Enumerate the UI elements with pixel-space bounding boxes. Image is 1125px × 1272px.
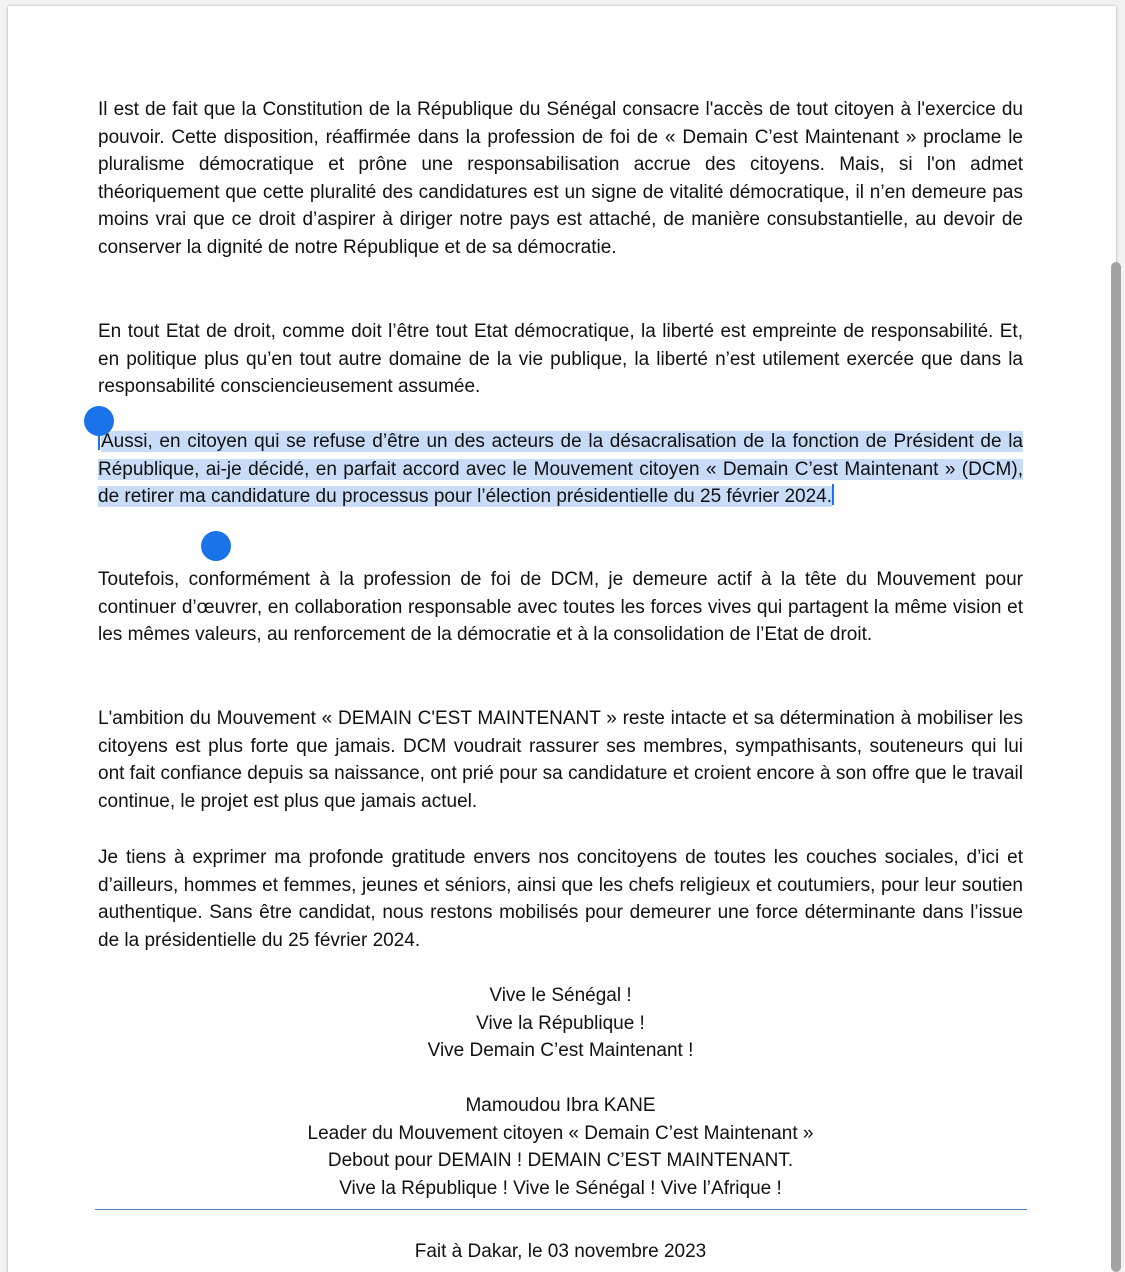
document-page: [8, 6, 1116, 1272]
paragraph-ambition: [98, 705, 1023, 815]
paragraph-text: Il est de fait que la Constitution de la République du Sénégal consacre l'accès de tout citoyen à l'exercice du pouvoir. Cette disposition, réaffirmée dans la profession de foi de « Demain C’est Maintenant » proclame le pluralisme démocratique et prône une responsabilisation accrue des citoyens. Mais, si l'on admet théoriquement que cette pluralité des candidatures est un signe de vitalité démocratique, il n’en demeure pas moins vrai que ce droit d’aspirer à diriger notre pays est attaché, de manière consubstantielle, au devoir de conserver la dignité de notre République et de sa démocratie.: [98, 99, 1023, 258]
paragraph-gratitude: [98, 844, 1023, 954]
closing-block: [98, 982, 1023, 1065]
paragraph-text: En tout Etat de droit, comme doit l’être tout Etat démocratique, la liberté est empreinte de responsabilité. Et, en politique plus qu’en tout autre domaine de la vie publique, la liberté n’est utilement exercée que dans la responsabilité consciencieusement assumée.: [98, 321, 1023, 397]
vertical-scrollbar[interactable]: [1111, 262, 1121, 1272]
selection-start-handle[interactable]: [84, 406, 114, 436]
signature-title: Leader du Mouvement citoyen « Demain C’est Maintenant »: [307, 1122, 814, 1144]
signature-block: [98, 1092, 1023, 1202]
place-date: Fait à Dakar, le 03 novembre 2023: [414, 1241, 707, 1262]
selection-end-caret: [832, 484, 834, 505]
footer-divider: [95, 1209, 1027, 1210]
closing-line: Vive la République !: [476, 1012, 645, 1034]
signature-slogan: Vive la République ! Vive le Sénégal ! Vive l’Afrique !: [339, 1177, 782, 1199]
paragraph-engagement: [98, 566, 1023, 649]
paragraph-retrait-selected[interactable]: [98, 428, 1023, 511]
signature-motto: Debout pour DEMAIN ! DEMAIN C’EST MAINTENANT.: [327, 1150, 794, 1171]
selection-end-handle[interactable]: [201, 531, 231, 561]
signature-name: Mamoudou Ibra KANE: [465, 1095, 656, 1116]
footer-block: [98, 1238, 1023, 1266]
paragraph-constitution: [98, 96, 1023, 261]
paragraph-responsabilite: [98, 318, 1023, 401]
closing-line: Vive le Sénégal !: [489, 985, 632, 1006]
paragraph-text: Je tiens à exprimer ma profonde gratitude envers nos concitoyens de toutes les couches sociales, d’ici et d’ailleurs, hommes et femmes, jeunes et séniors, ainsi que les chefs religieux et coutumiers, pour leur soutien authentique. Sans être candidat, nous restons mobilisés pour demeurer une force déterminante dans l’issue de la présidentielle du 25 février 2024.: [98, 847, 1023, 951]
paragraph-text: L'ambition du Mouvement « DEMAIN C'EST MAINTENANT » reste intacte et sa détermination à mobiliser les citoyens est plus forte que jamais. DCM voudrait rassurer ses membres, sympathisants, souteneurs qui lui ont fait confiance depuis sa naissance, ont prié pour sa candidature et croient encore à son offre que le travail continue, le projet est plus que jamais actuel.: [98, 708, 1023, 812]
closing-line: Vive Demain C’est Maintenant !: [427, 1040, 694, 1061]
selected-text[interactable]: Aussi, en citoyen qui se refuse d’être un des acteurs de la désacralisation de la fonction de Président de la République, ai-je décidé, en parfait accord avec le Mouvement citoyen « Demain C’est Maintenant » (DCM), de retirer ma candidature du processus pour l’élection présidentielle du 25 février 2024.: [98, 431, 1023, 507]
paragraph-text: Toutefois, conformément à la profession de foi de DCM, je demeure actif à la tête du Mouvement pour continuer d’œuvrer, en collaboration responsable avec toutes les forces vives qui partagent la même vision et les mêmes valeurs, au renforcement de la démocratie et à la consolidation de l’Etat de droit.: [98, 569, 1023, 645]
paragraph-text-selected: [98, 428, 1023, 511]
